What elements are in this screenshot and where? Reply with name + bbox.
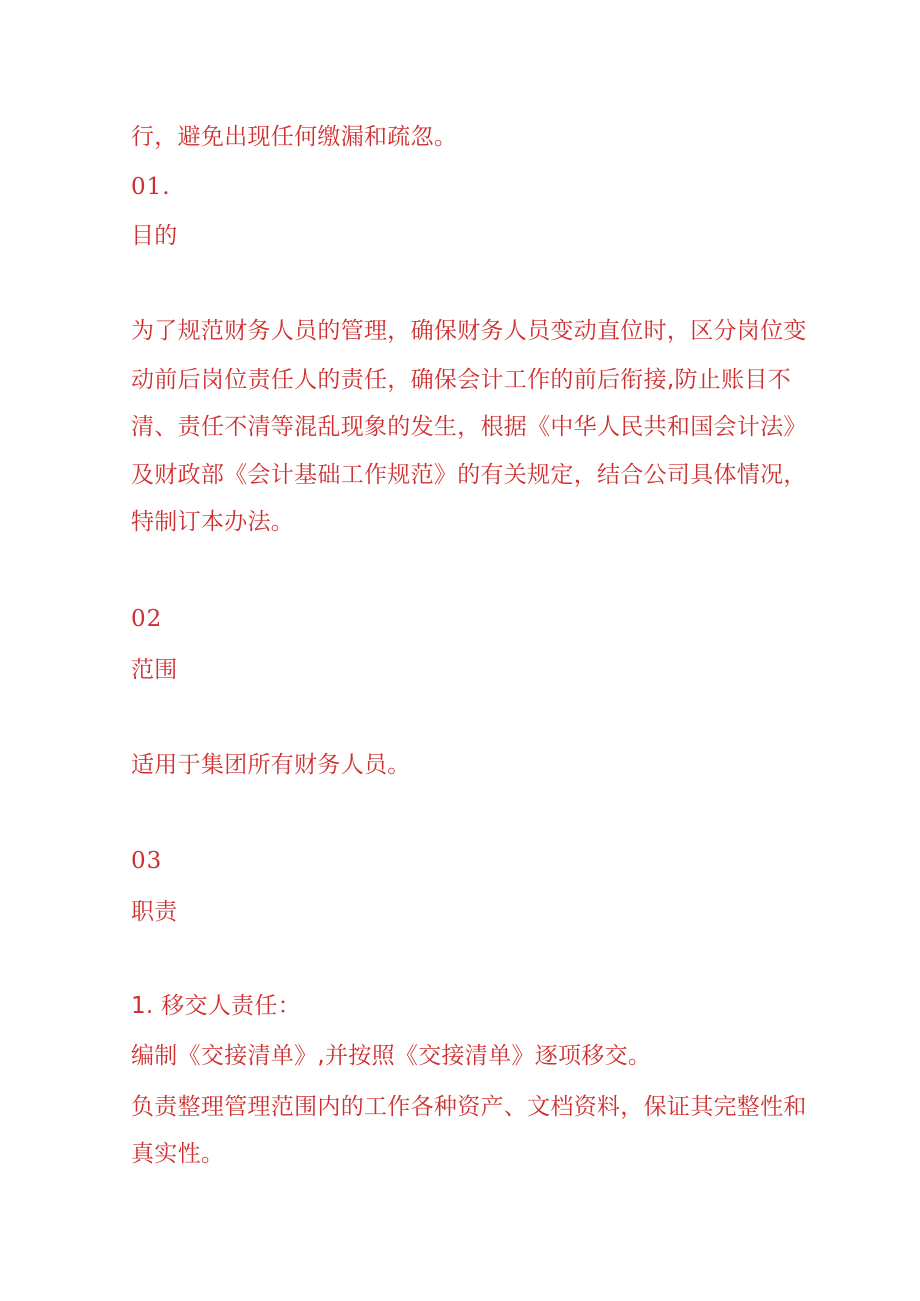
section-03-item-heading: 1. 移交人责任： — [131, 993, 301, 1019]
section-01-number: 01. — [131, 174, 171, 200]
section-02-title: 范围 — [131, 657, 178, 683]
section-03-number: 03 — [131, 848, 163, 874]
section-03-title: 职责 — [131, 899, 178, 925]
section-01-paragraph-line: 及财政部《会计基础工作规范》的有关规定，结合公司具体情况， — [131, 462, 807, 488]
section-01-paragraph-line: 清、责任不清等混乱现象的发生，根据《中华人民共和国会计法》 — [131, 414, 807, 440]
section-01-title: 目的 — [131, 223, 178, 249]
section-03-paragraph-line: 真实性。 — [131, 1141, 225, 1167]
section-01-paragraph-line: 为了规范财务人员的管理，确保财务人员变动直位时，区分岗位变 — [131, 318, 807, 344]
section-03-paragraph-line: 负责整理管理范围内的工作各种资产、文档资料，保证其完整性和 — [131, 1094, 807, 1120]
section-02-number: 02 — [131, 606, 163, 632]
section-02-paragraph-line: 适用于集团所有财务人员。 — [131, 752, 411, 778]
lead-line: 行，避免出现任何缴漏和疏忽。 — [131, 124, 458, 150]
section-01-paragraph-line: 动前后岗位责任人的责任，确保会计工作的前后衔接,防止账目不 — [131, 367, 792, 393]
section-01-paragraph-line: 特制订本办法。 — [131, 509, 295, 535]
section-03-paragraph-line: 编制《交接清单》,并按照《交接清单》逐项移交。 — [131, 1043, 652, 1069]
